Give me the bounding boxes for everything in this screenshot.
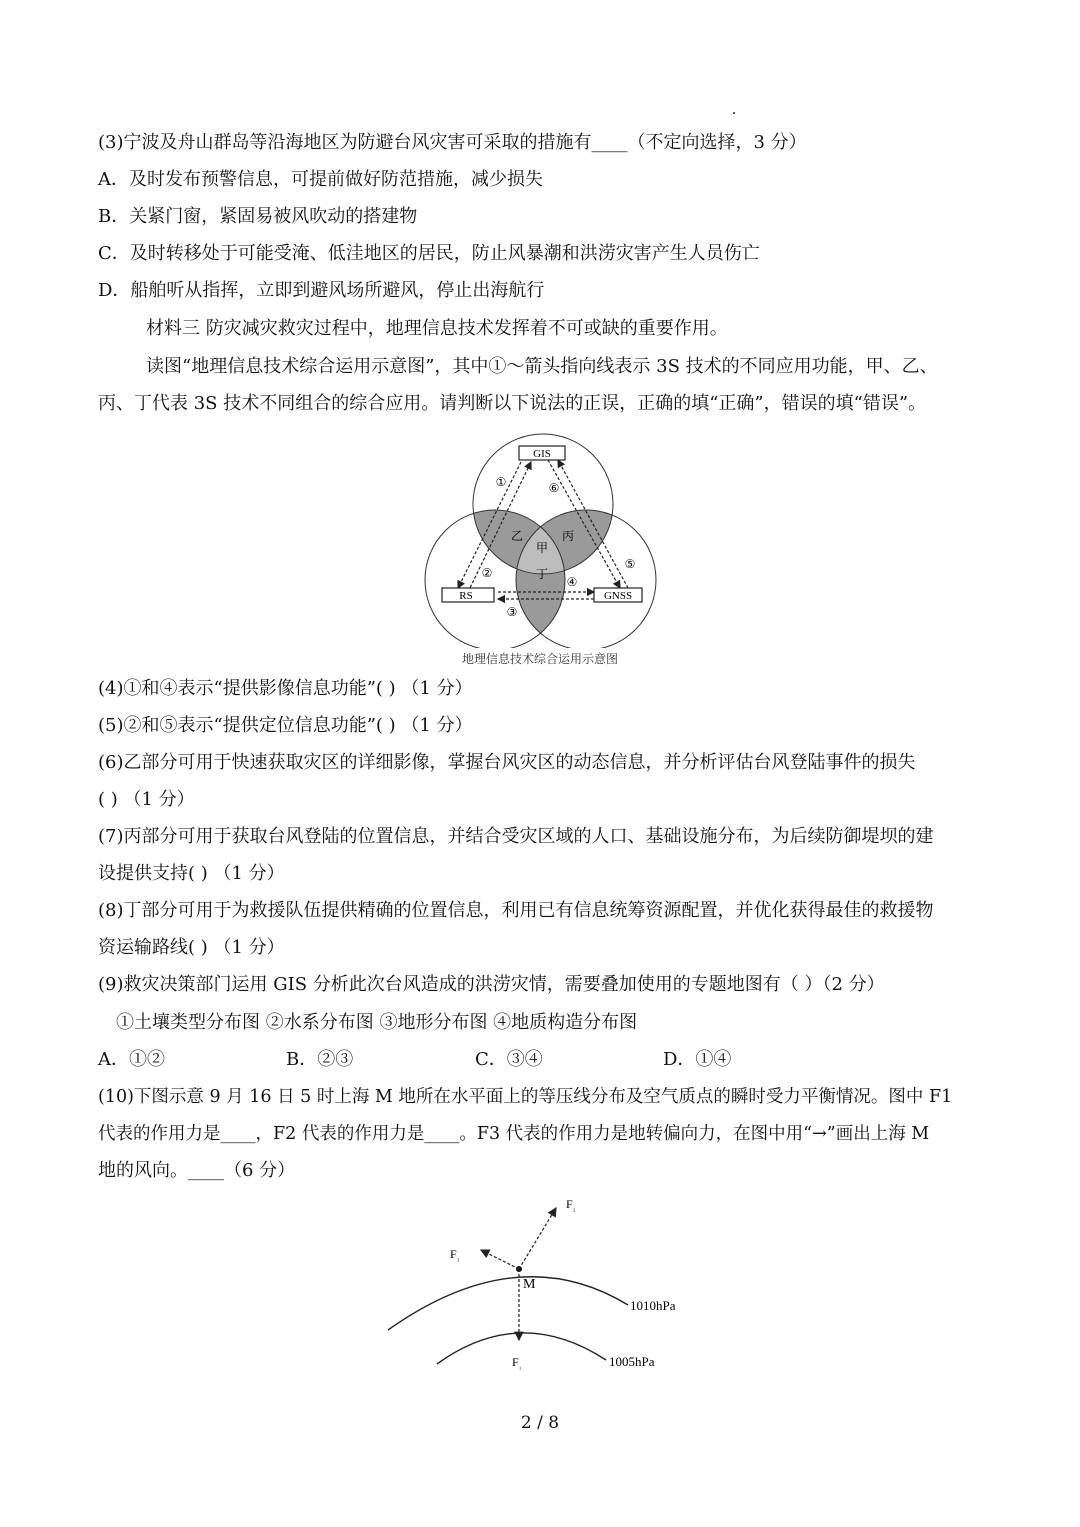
arrow-label-2: ②: [481, 566, 493, 580]
q9-option-b: B．②③: [286, 1049, 354, 1070]
region-yi: 乙: [510, 529, 524, 543]
force-f3-arrow: [481, 1250, 519, 1269]
region-bing: 丙: [561, 529, 575, 543]
isobar-1005: [437, 1333, 606, 1364]
f1-label: F₁: [512, 1355, 522, 1370]
f3-label: F₃: [450, 1247, 460, 1262]
q9-option-a: A．①②: [98, 1049, 165, 1070]
force-f2-arrow: [519, 1208, 556, 1269]
q10-line-2: 代表的作用力是____，F2 代表的作用力是____。F3 代表的作用力是地转偏向力，在图中用“→”画出上海 M: [98, 1124, 930, 1144]
gis-label: GIS: [533, 448, 551, 460]
region-ding: 丁: [535, 567, 549, 581]
f2-label: F₂: [566, 1197, 576, 1212]
rs-label: RS: [459, 590, 473, 602]
q9-stem: (9)救灾决策部门运用 GIS 分析此次台风造成的洪涝灾情，需要叠加使用的专题地图有（ ）（2 分）: [98, 974, 885, 995]
q9-option-d: D．①④: [663, 1049, 732, 1070]
q5: (5)②和⑤表示“提供定位信息功能”( ) （1 分）: [98, 715, 473, 736]
scan-speck: [733, 112, 735, 114]
region-jia: 甲: [535, 541, 549, 555]
q3-stem: (3)宁波及舟山群岛等沿海地区为防避台风灾害可采取的措施有____（不定向选择，3 分）: [98, 132, 807, 153]
q9-map-list: ①土壤类型分布图 ②水系分布图 ③地形分布图 ④地质构造分布图: [116, 1012, 638, 1033]
q7-line-2: 设提供支持( ) （1 分）: [98, 863, 285, 884]
q10-line-3: 地的风向。____（6 分）: [98, 1160, 296, 1181]
material-intro-2: 丙、丁代表 3S 技术不同组合的综合应用。请判断以下说法的正误，正确的填“正确”，错误的填“错误”。: [98, 393, 927, 414]
isobar-1010-label: 1010hPa: [630, 1298, 676, 1313]
arrow-label-6: ⑥: [548, 481, 560, 495]
q6-line-2: ( ) （1 分）: [98, 789, 195, 810]
q8-line-2: 资运输路线( ) （1 分）: [98, 937, 285, 958]
q3-option-c: C．及时转移处于可能受淹、低洼地区的居民，防止风暴潮和洪涝灾害产生人员伤亡: [98, 243, 760, 264]
q3-option-b: B．关紧门窗，紧固易被风吹动的搭建物: [98, 206, 418, 227]
q6-line-1: (6)乙部分可用于快速获取灾区的详细影像，掌握台风灾区的动态信息，并分析评估台风登陆事件的损失: [98, 752, 916, 773]
isobar-force-diagram: [380, 1188, 700, 1378]
material-intro-1: 读图“地理信息技术综合运用示意图”，其中①～箭头指向线表示 3S 技术的不同应用功能，甲、乙、: [146, 356, 938, 377]
isobar-1010: [388, 1277, 628, 1330]
gnss-label: GNSS: [603, 590, 633, 602]
page-number: 2 / 8: [520, 1413, 560, 1433]
q3-option-a: A．及时发布预警信息，可提前做好防范措施，减少损失: [98, 169, 543, 190]
q9-option-c: C．③④: [475, 1049, 543, 1070]
arrow-label-4: ④: [566, 575, 578, 589]
3s-venn-diagram: [418, 432, 662, 648]
q3-option-d: D．船舶听从指挥，立即到避风场所避风，停止出海航行: [98, 280, 545, 301]
arrow-label-1: ①: [495, 475, 507, 489]
point-m-label: M: [523, 1277, 536, 1292]
q4: (4)①和④表示“提供影像信息功能”( ) （1 分）: [98, 678, 473, 699]
q8-line-1: (8)丁部分可用于为救援队伍提供精确的位置信息，利用已有信息统筹资源配置，并优化获得最佳的救援物: [98, 900, 934, 921]
arrow-label-5: ⑤: [624, 557, 636, 571]
material-three: 材料三 防灾减灾救灾过程中，地理信息技术发挥着不可或缺的重要作用。: [146, 318, 728, 339]
q7-line-1: (7)丙部分可用于获取台风登陆的位置信息，并结合受灾区域的人口、基础设施分布，为后续防御堤坝的建: [98, 826, 934, 847]
q10-line-1: (10)下图示意 9 月 16 日 5 时上海 M 地所在水平面上的等压线分布及空气质点的瞬时受力平衡情况。图中 F1: [98, 1087, 953, 1107]
figure1-caption: 地理信息技术综合运用示意图: [461, 652, 618, 666]
isobar-1005-label: 1005hPa: [609, 1354, 655, 1369]
arrow-label-3: ③: [506, 605, 518, 619]
